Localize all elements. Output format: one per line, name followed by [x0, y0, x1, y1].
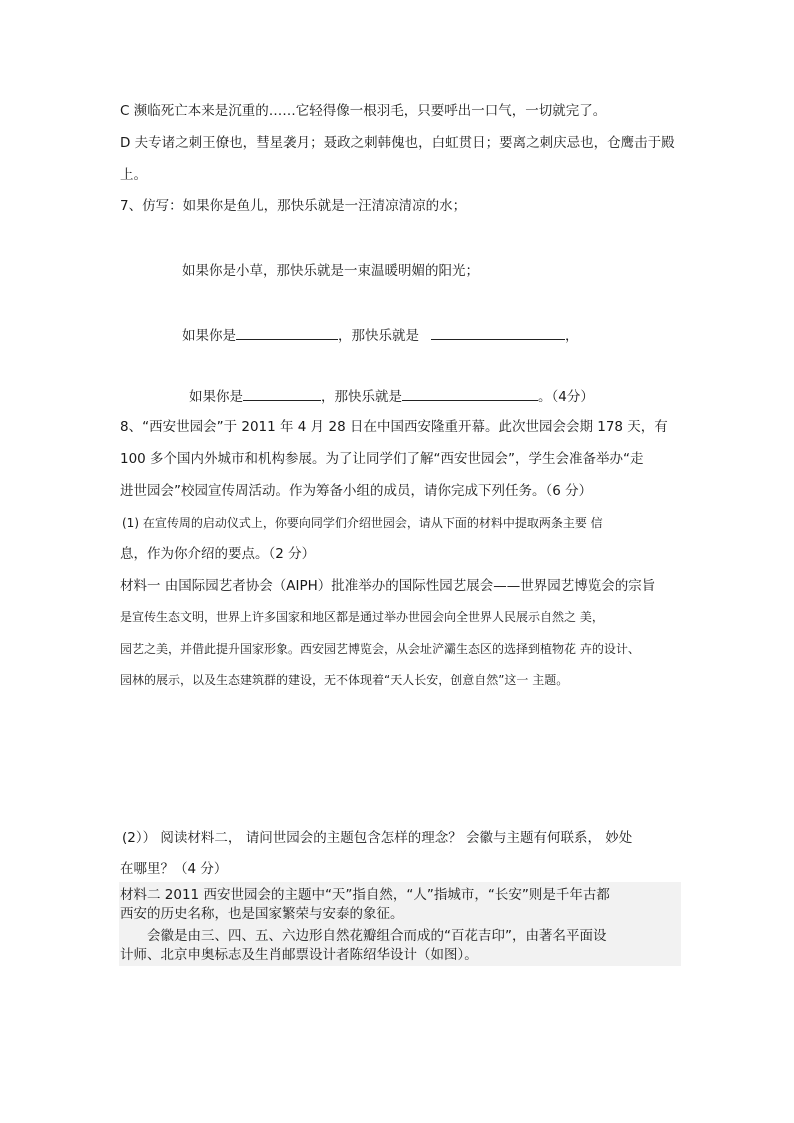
- question-7-title: 7、仿写：如果你是鱼儿，那快乐就是一汪清凉清凉的水；: [120, 198, 467, 214]
- answer-blank-2b[interactable]: [402, 386, 538, 401]
- option-c: C 濒临死亡本来是沉重的……它轻得像一根羽毛，只要呼出一口气，一切就完了。: [120, 103, 607, 119]
- material-2-line1: 材料二 2011 西安世园会的主题中“天”指自然，“人”指城市，“长安”则是千年古都: [120, 887, 610, 903]
- answer-blank-2a[interactable]: [243, 386, 321, 401]
- subquestion-1-line1: (1) 在宣传周的启动仪式上，你要向同学们介绍世园会，请从下面的材料中提取两条主要 信: [122, 516, 603, 530]
- material-1-line1: 材料一 由国际园艺者协会（AIPH）批准举办的国际性园艺展会——世界园艺博览会的宗旨: [120, 578, 656, 594]
- blank-line-2-end: 。（4分）: [538, 389, 594, 405]
- material-2-line2: 西安的历史名称，也是国家繁荣与安泰的象征。: [120, 906, 404, 922]
- material-1-line2: 是宣传生态文明，世界上许多国家和地区都是通过举办世园会向全世界人民展示自然之 美，: [120, 610, 604, 624]
- question-8-line3: 进世园会”校园宣传周活动。作为筹备小组的成员，请你完成下列任务。（6 分）: [120, 483, 593, 499]
- blank-line-1-prefix: 如果你是: [182, 328, 236, 344]
- option-d-line2: 上。: [120, 167, 147, 183]
- material-2-line4: 计师、北京申奥标志及生肖邮票设计者陈绍华设计（如图）。: [120, 947, 478, 963]
- material-1-line3: 园艺之美，并借此提升国家形象。西安园艺博览会，从会址浐灞生态区的选择到植物花 卉的设计、: [120, 642, 640, 656]
- question-7-example: 如果你是小草，那快乐就是一束温暖明媚的阳光；: [182, 263, 479, 279]
- blank-line-2-prefix: 如果你是: [189, 389, 243, 405]
- question-7-blank-line-1: [182, 325, 579, 345]
- answer-blank-1a[interactable]: [236, 325, 338, 340]
- material-2-line3: 会徽是由三、四、五、六边形自然花瓣组合而成的“百花吉印”，由著名平面设: [147, 928, 607, 944]
- blank-line-1-end: ，: [565, 328, 579, 344]
- material-1-line4: 园林的展示，以及生态建筑群的建设，无不体现着“天人长安，创意自然”这一 主题。: [120, 673, 569, 687]
- question-8-line2: 100 多个国内外城市和机构参展。为了让同学们了解“西安世园会”，学生会准备举办“走: [120, 451, 644, 467]
- subquestion-1-line2: 息，作为你介绍的要点。（2 分）: [120, 546, 316, 562]
- question-7-blank-line-2: [189, 386, 594, 406]
- blank-line-2-mid: ，那快乐就是: [321, 389, 402, 405]
- blank-line-1-mid: ，那快乐就是: [338, 328, 419, 344]
- question-8-line1: 8、“西安世园会”于 2011 年 4 月 28 日在中国西安隆重开幕。此次世园会会期 178 天，有: [120, 419, 668, 435]
- option-d-line1: D 夫专诸之刺王僚也，彗星袭月；聂政之刺韩傀也，白虹贯日；要离之刺庆忌也，仓鹰击于殿: [120, 135, 675, 151]
- answer-blank-1b[interactable]: [431, 325, 565, 340]
- subquestion-2-line2: 在哪里？（4 分）: [120, 861, 228, 877]
- subquestion-2-line1: (2）） 阅读材料二， 请问世园会的主题包含怎样的理念？ 会徽与主题有何联系， 妙处: [122, 830, 633, 846]
